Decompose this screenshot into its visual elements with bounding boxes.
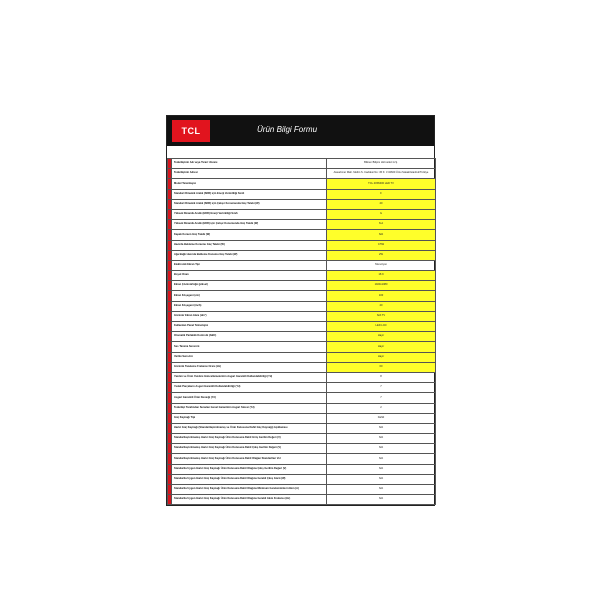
table-row (168, 362, 436, 372)
spec-value: 60 (327, 362, 436, 372)
spec-value: 2 (327, 403, 436, 413)
spec-label: Yedek Parçaların Asgari Garantili Kullanılabilirliği (Yıl) (172, 383, 327, 393)
spec-value: N/A (327, 495, 436, 505)
spec-value: N/A (327, 464, 436, 474)
spec-label: Yüksek Dinamik Aralık (HDR) Enerji Verimliliği Sınıfı (172, 209, 327, 219)
spec-label: Asgari Garantili Ürün Desteği (Yıl) (172, 393, 327, 403)
table-row (168, 444, 436, 454)
spec-label: Boyut Oranı (172, 271, 327, 281)
spec-value: N/A (327, 454, 436, 464)
spec-value: Hayır (327, 332, 436, 342)
table-row (168, 464, 436, 474)
spec-value: N/A (327, 485, 436, 495)
table-row (168, 281, 436, 291)
table-row (168, 322, 436, 332)
spec-label: Standartla Uygun Harici Güç Kaynağı Ürün Kutusuna Dahil Olağına Çıkış Gerilim Değeri (V) (172, 464, 327, 474)
table-row (168, 189, 436, 199)
spec-label: Ses Tanıma Sensörü (172, 342, 327, 352)
spec-value: N/A (327, 474, 436, 484)
table-row (168, 260, 436, 270)
spec-value: G (327, 209, 436, 219)
table-row (168, 495, 436, 505)
table-row (168, 393, 436, 403)
spec-label: Standartlaştırılmamış Harici Güç Kaynağı Ürün Kutusuna Dahil Olağan Standartları Vol (172, 454, 327, 464)
spec-value: 40 (327, 301, 436, 311)
table-row (168, 301, 436, 311)
spec-label: Standartla Uygun Harici Güç Kaynağı Ürün Kutusuna Dahil Olağına Gerekli Akım Frekansı (Hz) (172, 495, 327, 505)
spec-value: 2W (327, 250, 436, 260)
spec-value: 100 (327, 291, 436, 301)
table-row (168, 240, 436, 250)
spec-value: 0.5W (327, 240, 436, 250)
spec-value: N/A (327, 444, 436, 454)
table-row (168, 352, 436, 362)
spec-label: Harici Güç Kaynağı (Standartlaştırılmamış ve Ürün Kutusuna Dahil Güç Kaynağı) Açıklaması (172, 423, 327, 433)
spec-label: Yazılım ve Ürün Yazılımı Güncellemelerinin Asgari Garantili Kullanılabilirliği (Yıl) (172, 372, 327, 382)
spec-label: Standart Dinamik Aralık (SDR) için Çalışır Konumunda Güç Talebi (W) (172, 199, 327, 209)
spec-label: Tedarikçinin Adı veya Ticari Unvanı (172, 159, 327, 169)
form-header (167, 116, 434, 146)
table-row (168, 485, 436, 495)
spec-value: Hayır (327, 342, 436, 352)
table-row (168, 159, 436, 169)
spec-value: 7 (327, 383, 436, 393)
table-row (168, 271, 436, 281)
spec-label: Standartla Uygun Harici Güç Kaynağı Ürün Kutusuna Dahil Olağına Gerekli Çıkış Gücü (W) (172, 474, 327, 484)
spec-value: 1920x1080 (327, 281, 436, 291)
spec-label: Varlıkı Sensörü (172, 352, 327, 362)
spec-label: Ekran Çözünürlüğü (piksel) (172, 281, 327, 291)
table-row (168, 209, 436, 219)
table-row (168, 199, 436, 209)
spec-value: Atasehmer Mah. Meltin S. Caddesi No: 45 K: 3 34600 Ünlu Sokak/Istanbul/Türkiye (327, 169, 436, 179)
spec-label: Kapalı Konum Güç Talebi (W) (172, 230, 327, 240)
table-row (168, 332, 436, 342)
form-title: Ürün Bilgi Formu (257, 125, 318, 134)
spec-label: Tedarikçinin Adresi (172, 169, 327, 179)
table-row (168, 474, 436, 484)
spec-value: 7 (327, 393, 436, 403)
table-row (168, 413, 436, 423)
spec-value: 16:9 (327, 271, 436, 281)
spec-label: Görünür Ekran Alanı (dm²) (172, 311, 327, 321)
spec-label: Elektronik Ekran Tipi (172, 260, 327, 270)
spec-value: Hayır (327, 352, 436, 362)
spec-value: N/A (327, 434, 436, 444)
spec-label: Ekran Köşegeni (inch) (172, 301, 327, 311)
table-row (168, 403, 436, 413)
table-row (168, 179, 436, 189)
spec-label: Kullanılan Panel Teknolojisi (172, 322, 327, 332)
spec-value: Dahili (327, 413, 436, 423)
table-row (168, 250, 436, 260)
spec-value: N/A (327, 230, 436, 240)
spec-label: Güç Kaynağı Tipi (172, 413, 327, 423)
spec-label: Ekran Köşegeni (cm) (172, 291, 327, 301)
spec-label: Tedarikçi Tarafından Sunulan Genel Garantinin Asgari Süresi (Yıl) (172, 403, 327, 413)
spec-value: N/A TV (327, 311, 436, 321)
spec-label: Standartla Uygun Harici Güç Kaynağı Ürün Kutusuna Dahil Olağına Minimum Gereksinimleri Akım (A) (172, 485, 327, 495)
product-info-form (166, 115, 435, 506)
table-row (168, 342, 436, 352)
table-row (168, 220, 436, 230)
spec-value: N.A (327, 220, 436, 230)
spec-label: Ağa Bağlı Hazırda Bekleme Konumu Güç Talebi (W) (172, 250, 327, 260)
table-row (168, 434, 436, 444)
table-row (168, 454, 436, 464)
spec-table (167, 158, 436, 505)
spec-value: N/A (327, 423, 436, 433)
spec-value: TCL 40S5400 LED TV (327, 179, 436, 189)
spec-label: Standartlaştırılmamış Harici Güç Kaynağı Ürün Kutusuna Dahil Giriş Gerilim Değeri (V) (172, 434, 327, 444)
spec-label: Standart Dinamik Aralık (SDR) için Enerji Verimliliği Sınıfı (172, 189, 327, 199)
spec-value: LED LCD (327, 322, 436, 332)
table-row (168, 169, 436, 179)
table-row (168, 423, 436, 433)
spec-value: 40 (327, 199, 436, 209)
spec-label: Otomatik Parlaklık Kontrolü (ABC) (172, 332, 327, 342)
table-row (168, 383, 436, 393)
spec-value: F (327, 189, 436, 199)
spec-label: Model Tanımlayıcı (172, 179, 327, 189)
spec-value: 8 (327, 372, 436, 382)
spec-label: Yüksek Dinamik Aralık (HDR) için Çalışır Konumunda Güç Talebi (W) (172, 220, 327, 230)
spec-value: Televizyon (327, 260, 436, 270)
spec-value: Bilinen Bilişim Hizmetleri A.Ş. (327, 159, 436, 169)
spec-label: Görüntü Tazeleme Frekansı Oranı (Hz) (172, 362, 327, 372)
tcl-logo: TCL (172, 120, 210, 142)
table-row (168, 311, 436, 321)
spec-label: Hazırda Bekleme Konumu Güç Talebi (W) (172, 240, 327, 250)
table-row (168, 291, 436, 301)
spec-label: Standartlaştırılmamış Harici Güç Kaynağı Ürün Kutusuna Dahil Çıkış Gerilim Değeri (V) (172, 444, 327, 454)
table-row (168, 230, 436, 240)
table-row (168, 372, 436, 382)
